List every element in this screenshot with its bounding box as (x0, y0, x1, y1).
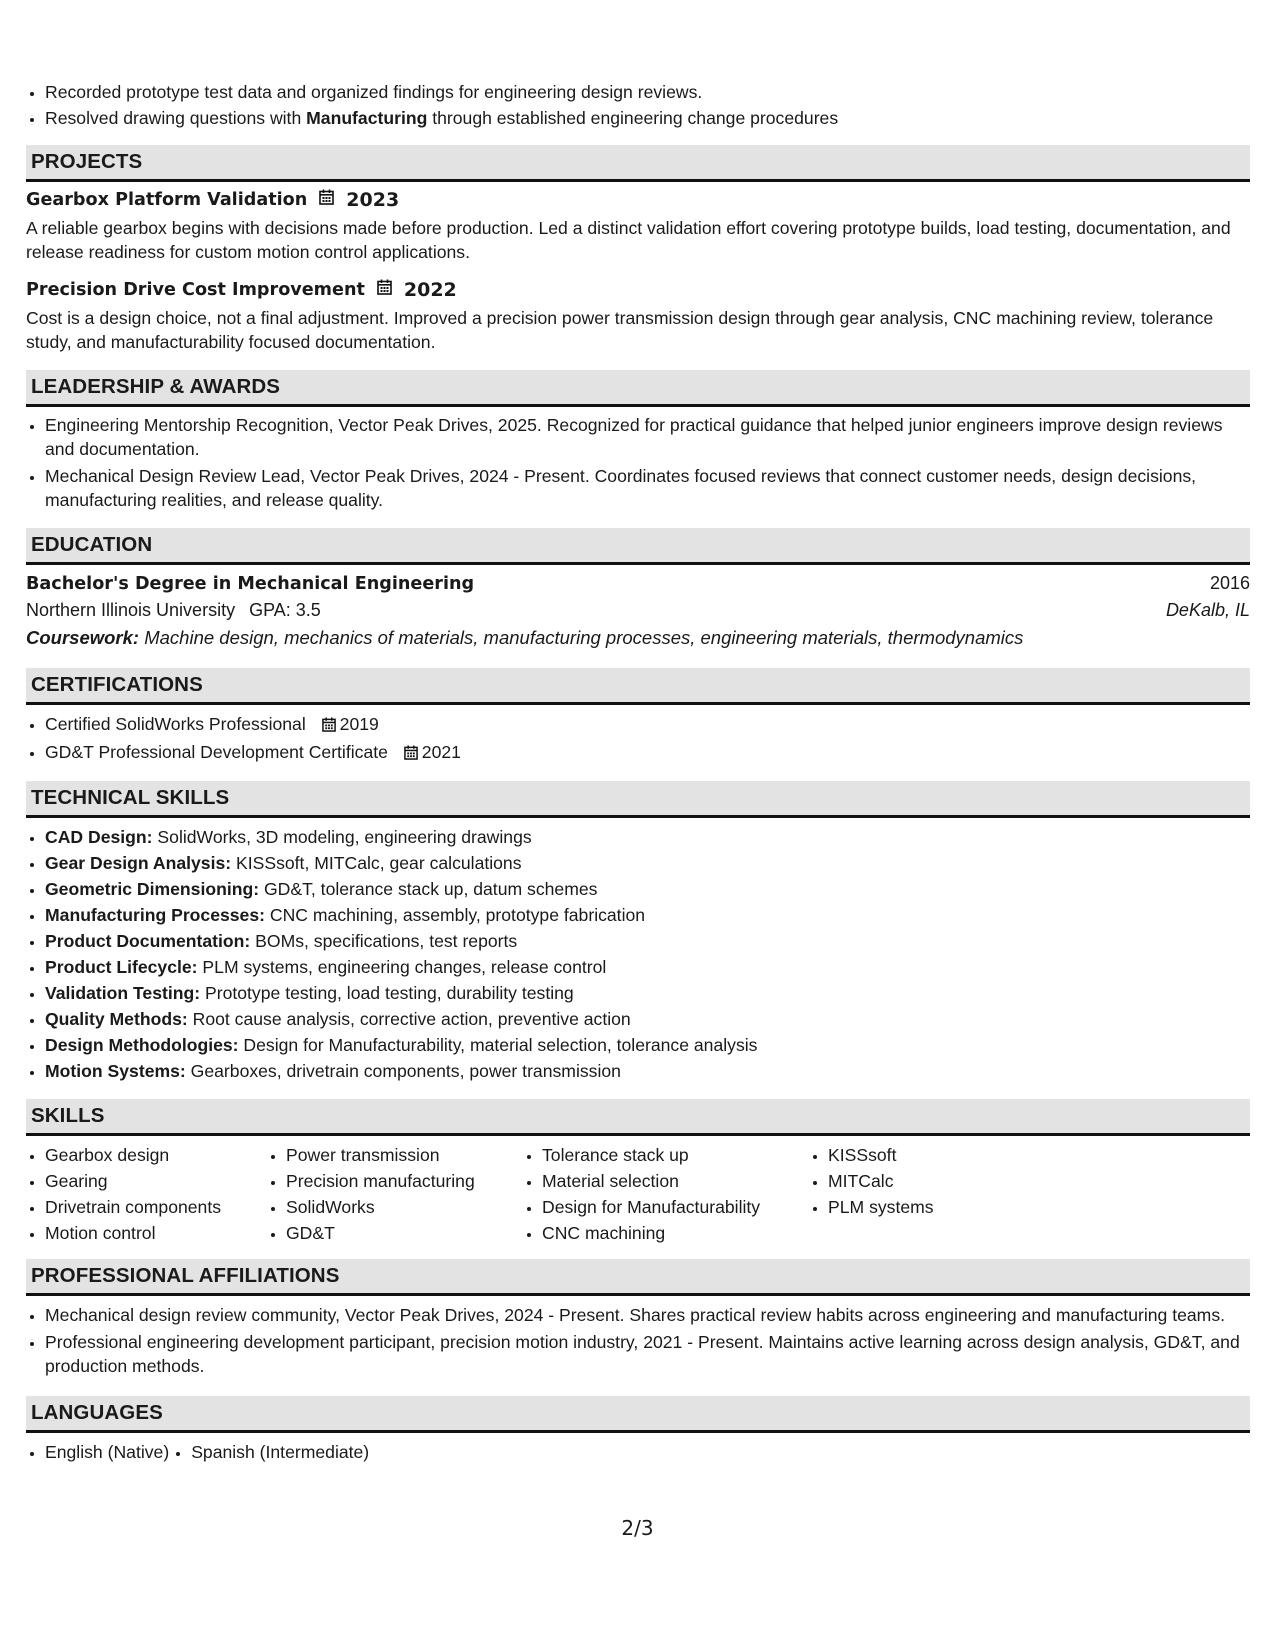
certification-name: Certified SolidWorks Professional (45, 714, 306, 734)
list-item: • KISSsoft (828, 1143, 1028, 1167)
page-number: 2/3 (621, 1516, 654, 1540)
bullet-bold-text: Manufacturing (306, 108, 428, 128)
skill-details: GD&T, tolerance stack up, datum schemes (259, 879, 598, 899)
coursework-text: Machine design, mechanics of materials, manufacturing processes, engineering materials, thermodynamics (139, 627, 1024, 648)
calendar-icon (377, 278, 392, 302)
section-heading-leadership: LEADERSHIP & AWARDS (26, 370, 1250, 407)
section-heading-technical-skills: TECHNICAL SKILLS (26, 781, 1250, 818)
languages-list (26, 1440, 1250, 1464)
project-description: Cost is a design choice, not a final adjustment. Improved a precision power transmission design through gear analysis, CNC machining review, tolerance study, and manufacturability focused documentation. (26, 308, 1214, 352)
project-item (26, 278, 1250, 354)
skill-details: Prototype testing, load testing, durability testing (200, 983, 574, 1003)
list-item: • English (Native) (45, 1440, 169, 1464)
list-item: • CNC machining (542, 1221, 809, 1245)
project-year: 2022 (403, 279, 457, 301)
project-year: 2023 (346, 189, 400, 211)
list-item (45, 1033, 1250, 1057)
bullet-text: through established engineering change procedures (427, 108, 839, 128)
certification-name: GD&T Professional Development Certificate (45, 742, 388, 762)
skill-details: Gearboxes, drivetrain components, power transmission (185, 1061, 621, 1081)
skill-details: SolidWorks, 3D modeling, engineering drawings (152, 827, 532, 847)
project-title: Gearbox Platform Validation (26, 190, 308, 210)
skill-category: Gear Design Analysis: (45, 853, 232, 873)
gpa: GPA: 3.5 (249, 600, 321, 620)
list-item: • GD&T (286, 1221, 523, 1245)
school-name: Northern Illinois University (26, 600, 236, 620)
list-item (45, 712, 1250, 738)
project-item (26, 188, 1250, 264)
calendar-icon (319, 188, 334, 212)
skill-category: Validation Testing: (45, 983, 201, 1003)
section-heading-affiliations: PROFESSIONAL AFFILIATIONS (26, 1259, 1250, 1296)
skills-column (809, 1143, 1028, 1245)
section-heading-certifications: CERTIFICATIONS (26, 668, 1250, 705)
list-item (45, 106, 1250, 130)
education-entry (26, 573, 1250, 649)
project-title: Precision Drive Cost Improvement (26, 280, 365, 300)
experience-continued-list (26, 80, 1250, 130)
degree-title: Bachelor's Degree in Mechanical Engineering (26, 574, 475, 594)
skill-category: Product Lifecycle: (45, 957, 198, 977)
skill-details: Design for Manufacturability, material selection, tolerance analysis (238, 1035, 758, 1055)
leadership-list (26, 413, 1250, 512)
list-item: • Mechanical Design Review Lead, Vector Peak Drives, 2024 - Present. Coordinates focused reviews that connect customer needs, design decisions, manufacturing realities, and release quality. (45, 464, 1250, 512)
list-item: • Mechanical design review community, Vector Peak Drives, 2024 - Present. Shares practical review habits across engineering and manufacturing teams. (45, 1303, 1250, 1327)
skills-column (523, 1143, 809, 1245)
list-item: • Professional engineering development participant, precision motion industry, 2021 - Present. Maintains active learning across design analysis, GD&T, and production methods. (45, 1330, 1250, 1378)
section-heading-skills: SKILLS (26, 1099, 1250, 1136)
list-item: • Gearing (45, 1169, 267, 1193)
skill-details: CNC machining, assembly, prototype fabrication (264, 905, 646, 925)
list-item: • Engineering Mentorship Recognition, Vector Peak Drives, 2025. Recognized for practical guidance that helped junior engineers improve design reviews and documentation. (45, 413, 1250, 461)
list-item (45, 80, 1250, 104)
list-item (45, 981, 1250, 1005)
bullet-text: Recorded prototype test data and organized findings for engineering design reviews. (45, 82, 703, 102)
list-item: • SolidWorks (286, 1195, 523, 1219)
list-item: • MITCalc (828, 1169, 1028, 1193)
list-item: • Power transmission (286, 1143, 523, 1167)
calendar-icon (322, 714, 336, 738)
skills-column (26, 1143, 267, 1245)
skill-category: Manufacturing Processes: (45, 905, 265, 925)
coursework-label: Coursework: (26, 627, 140, 648)
list-item (45, 740, 1250, 766)
skill-details: PLM systems, engineering changes, release control (197, 957, 607, 977)
list-item: • Spanish (Intermediate) (191, 1440, 369, 1464)
calendar-icon (404, 742, 418, 766)
skill-details: BOMs, specifications, test reports (250, 931, 518, 951)
skills-grid (26, 1143, 1250, 1245)
project-description: A reliable gearbox begins with decisions made before production. Led a distinct validation effort covering prototype builds, load testing, documentation, and release readiness for custom motion control applications. (26, 218, 1231, 262)
graduation-year: 2016 (1209, 573, 1250, 593)
list-item: • Drivetrain components (45, 1195, 267, 1219)
list-item (45, 851, 1250, 875)
skill-category: Geometric Dimensioning: (45, 879, 260, 899)
skill-category: CAD Design: (45, 827, 153, 847)
skill-details: KISSsoft, MITCalc, gear calculations (231, 853, 522, 873)
list-item: • Material selection (542, 1169, 809, 1193)
skill-category: Quality Methods: (45, 1009, 188, 1029)
section-heading-projects: PROJECTS (26, 145, 1250, 182)
technical-skills-list (26, 825, 1250, 1083)
list-item: • Motion control (45, 1221, 267, 1245)
certification-year: 2019 (339, 714, 379, 734)
skill-category: Design Methodologies: (45, 1035, 239, 1055)
skill-category: Motion Systems: (45, 1061, 186, 1081)
list-item (45, 1059, 1250, 1083)
bullet-text: Resolved drawing questions with (45, 108, 307, 128)
school-location: DeKalb, IL (1165, 600, 1250, 620)
affiliations-list (26, 1303, 1250, 1378)
list-item (45, 929, 1250, 953)
skills-column (267, 1143, 523, 1245)
list-item (45, 955, 1250, 979)
certification-year: 2021 (421, 742, 461, 762)
list-item (45, 903, 1250, 927)
list-item: • Gearbox design (45, 1143, 267, 1167)
list-item (45, 825, 1250, 849)
section-heading-education: EDUCATION (26, 528, 1250, 565)
section-heading-languages: LANGUAGES (26, 1396, 1250, 1433)
skill-details: Root cause analysis, corrective action, preventive action (187, 1009, 631, 1029)
skill-category: Product Documentation: (45, 931, 251, 951)
certifications-list (26, 712, 1250, 766)
list-item: • PLM systems (828, 1195, 1028, 1219)
list-item (45, 877, 1250, 901)
list-item: • Design for Manufacturability (542, 1195, 809, 1219)
list-item: • Precision manufacturing (286, 1169, 523, 1193)
resume-page (26, 0, 1250, 1464)
list-item (45, 1007, 1250, 1031)
list-item: • Tolerance stack up (542, 1143, 809, 1167)
